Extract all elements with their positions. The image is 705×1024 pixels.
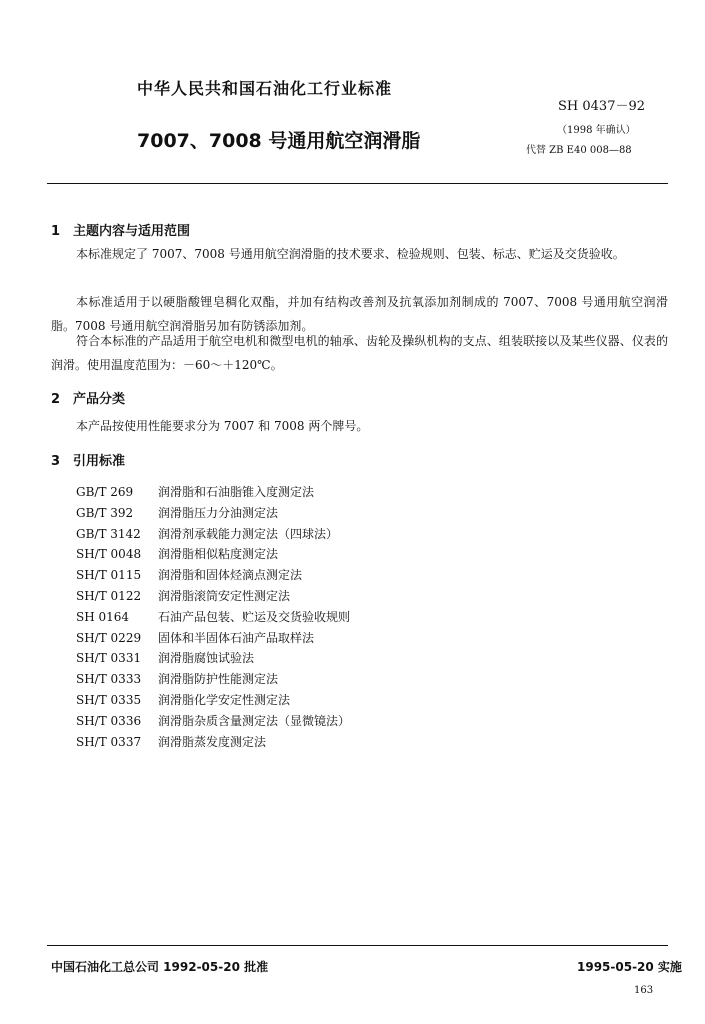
section-1-paragraph-2: 本标准适用于以硬脂酸锂皂稠化双酯，并加有结构改善剂及抗氧添加剂制成的 7007、7008 号通用航空润滑脂。7008 号通用航空润滑脂另加有防锈添加剂。	[51, 295, 668, 333]
section-3-title: 引用标准	[73, 454, 126, 469]
reference-name: 润滑脂防护性能测定法	[158, 672, 279, 687]
reference-name: 润滑脂化学安定性测定法	[158, 692, 291, 707]
reference-code: GB/T 269	[76, 485, 134, 499]
reference-code: SH/T 0115	[76, 568, 142, 583]
reference-item	[76, 690, 350, 711]
reference-item	[76, 524, 350, 545]
standard-code: SH 0437－92	[558, 99, 646, 114]
standard-category: 中华人民共和国石油化工行业标准	[137, 79, 393, 98]
reference-code: SH/T 0331	[76, 651, 142, 666]
reference-item	[76, 628, 350, 649]
header-divider	[47, 183, 668, 184]
section-1-paragraph-3: 符合本标准的产品适用于航空电机和微型电机的轴承、齿轮及操纵机构的支点、组装联接以及某些仪器、仪表的润滑。使用温度范围为：－60～＋120℃。	[51, 334, 668, 372]
section-1-paragraph-1: 本标准规定了 7007、7008 号通用航空润滑脂的技术要求、检验规则、包装、标志、贮运及交货验收。	[76, 247, 625, 261]
reference-code: SH/T 0336	[76, 713, 142, 728]
section-2-heading	[51, 388, 125, 407]
reference-name: 润滑脂和石油脂锥入度测定法	[158, 485, 315, 499]
reference-code: SH/T 0122	[76, 588, 142, 603]
reference-name: 固体和半固体石油产品取样法	[158, 630, 315, 645]
reference-name: 润滑脂蒸发度测定法	[158, 734, 267, 749]
reference-item	[76, 648, 350, 669]
reference-item	[76, 586, 350, 607]
section-1-heading	[51, 220, 190, 239]
section-2-title: 产品分类	[73, 392, 126, 407]
reference-name: 润滑脂压力分油测定法	[158, 505, 279, 520]
reference-item	[76, 607, 350, 628]
section-1-title: 主题内容与适用范围	[73, 224, 191, 239]
reference-code: SH/T 0048	[76, 547, 142, 562]
section-3-number: 3	[51, 454, 61, 469]
reference-item	[76, 711, 350, 732]
reference-code: GB/T 392	[76, 505, 134, 520]
replaces-note: 代替 ZB E40 008—88	[526, 145, 632, 156]
reference-name: 润滑脂和固体烃滴点测定法	[158, 568, 303, 583]
section-2-number: 2	[51, 392, 61, 407]
reference-name: 润滑脂杂质含量测定法（显微镜法）	[158, 713, 351, 728]
reference-item	[76, 732, 350, 753]
page-number: 163	[634, 985, 654, 996]
reference-name: 润滑脂相似粘度测定法	[158, 547, 279, 562]
implementation-date: 1995-05-20 实施	[577, 960, 682, 974]
reference-code: SH/T 0333	[76, 672, 142, 687]
reference-code: SH/T 0337	[76, 734, 142, 749]
reference-name: 润滑脂腐蚀试验法	[158, 651, 255, 666]
reference-code: SH/T 0229	[76, 630, 142, 645]
footer-divider	[47, 945, 668, 946]
reference-item	[76, 565, 350, 586]
reference-code: GB/T 3142	[76, 526, 141, 541]
confirmed-note: （1998 年确认）	[557, 125, 636, 136]
reference-code: SH/T 0335	[76, 692, 142, 707]
reference-name: 润滑脂滚筒安定性测定法	[158, 588, 291, 603]
section-2-paragraph-1: 本产品按使用性能要求分为 7007 和 7008 两个牌号。	[76, 419, 369, 433]
reference-name: 石油产品包装、贮运及交货验收规则	[158, 609, 351, 624]
document-title: 7007、7008 号通用航空润滑脂	[137, 130, 421, 152]
reference-list	[76, 482, 350, 752]
reference-item	[76, 503, 350, 524]
reference-item	[76, 482, 350, 503]
section-3-heading	[51, 450, 125, 469]
approval-line: 中国石油化工总公司 1992-05-20 批准	[51, 960, 269, 974]
reference-item	[76, 544, 350, 565]
reference-name: 润滑剂承载能力测定法（四球法）	[158, 526, 339, 541]
reference-code: SH 0164	[76, 609, 130, 624]
reference-item	[76, 669, 350, 690]
section-1-number: 1	[51, 224, 61, 239]
